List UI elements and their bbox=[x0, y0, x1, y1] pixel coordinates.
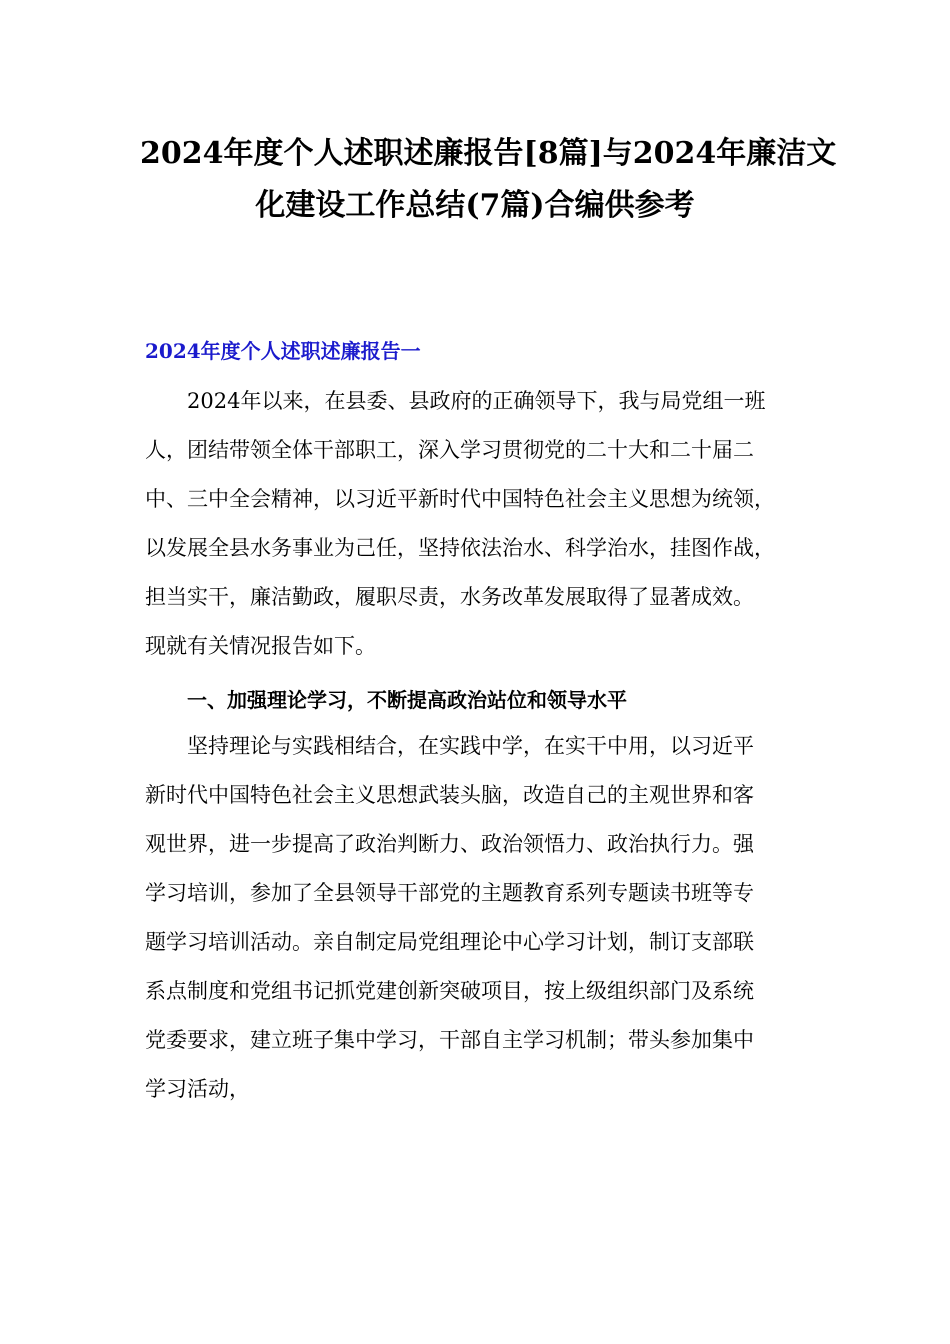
paragraph-line: 学习活动， bbox=[145, 1077, 250, 1101]
paragraph-line: 观世界，进一步提高了政治判断力、政治领悟力、政治执行力。强 bbox=[145, 832, 754, 856]
paragraph-line: 系点制度和党组书记抓党建创新突破项目，按上级组织部门及系统 bbox=[145, 979, 754, 1003]
paragraph-line: 以发展全县水务事业为己任，坚持依法治水、科学治水，挂图作战， bbox=[145, 536, 775, 560]
document-title bbox=[140, 128, 837, 232]
paragraph-line: 担当实干，廉洁勤政，履职尽责，水务改革发展取得了显著成效。 bbox=[145, 585, 754, 609]
paragraph-line: 现就有关情况报告如下。 bbox=[145, 634, 376, 658]
paragraph-line: 坚持理论与实践相结合，在实践中学，在实干中用，以习近平 bbox=[187, 734, 754, 758]
paragraph-line: 中、三中全会精神，以习近平新时代中国特色社会主义思想为统领， bbox=[145, 487, 775, 511]
paragraph-line: 2024年以来，在县委、县政府的正确领导下，我与局党组一班 bbox=[187, 389, 766, 413]
paragraph-line: 人，团结带领全体干部职工，深入学习贯彻党的二十大和二十届二 bbox=[145, 438, 754, 462]
paragraph-2 bbox=[145, 722, 825, 1114]
paragraph-line: 党委要求，建立班子集中学习，干部自主学习机制；带头参加集中 bbox=[145, 1028, 754, 1052]
title-line-1: 2024年度个人述职述廉报告[8篇]与2024年廉洁文 bbox=[140, 136, 837, 171]
section-heading: 2024年度个人述职述廉报告一 bbox=[145, 339, 421, 363]
paragraph-line: 学习培训，参加了全县领导干部党的主题教育系列专题读书班等专 bbox=[145, 881, 754, 905]
subheading: 一、加强理论学习，不断提高政治站位和领导水平 bbox=[187, 688, 627, 712]
paragraph-line: 新时代中国特色社会主义思想武装头脑，改造自己的主观世界和客 bbox=[145, 783, 754, 807]
title-line-2: 化建设工作总结(7篇)合编供参考 bbox=[255, 188, 695, 223]
paragraph-line: 题学习培训活动。亲自制定局党组理论中心学习计划，制订支部联 bbox=[145, 930, 754, 954]
paragraph-1 bbox=[145, 377, 825, 671]
